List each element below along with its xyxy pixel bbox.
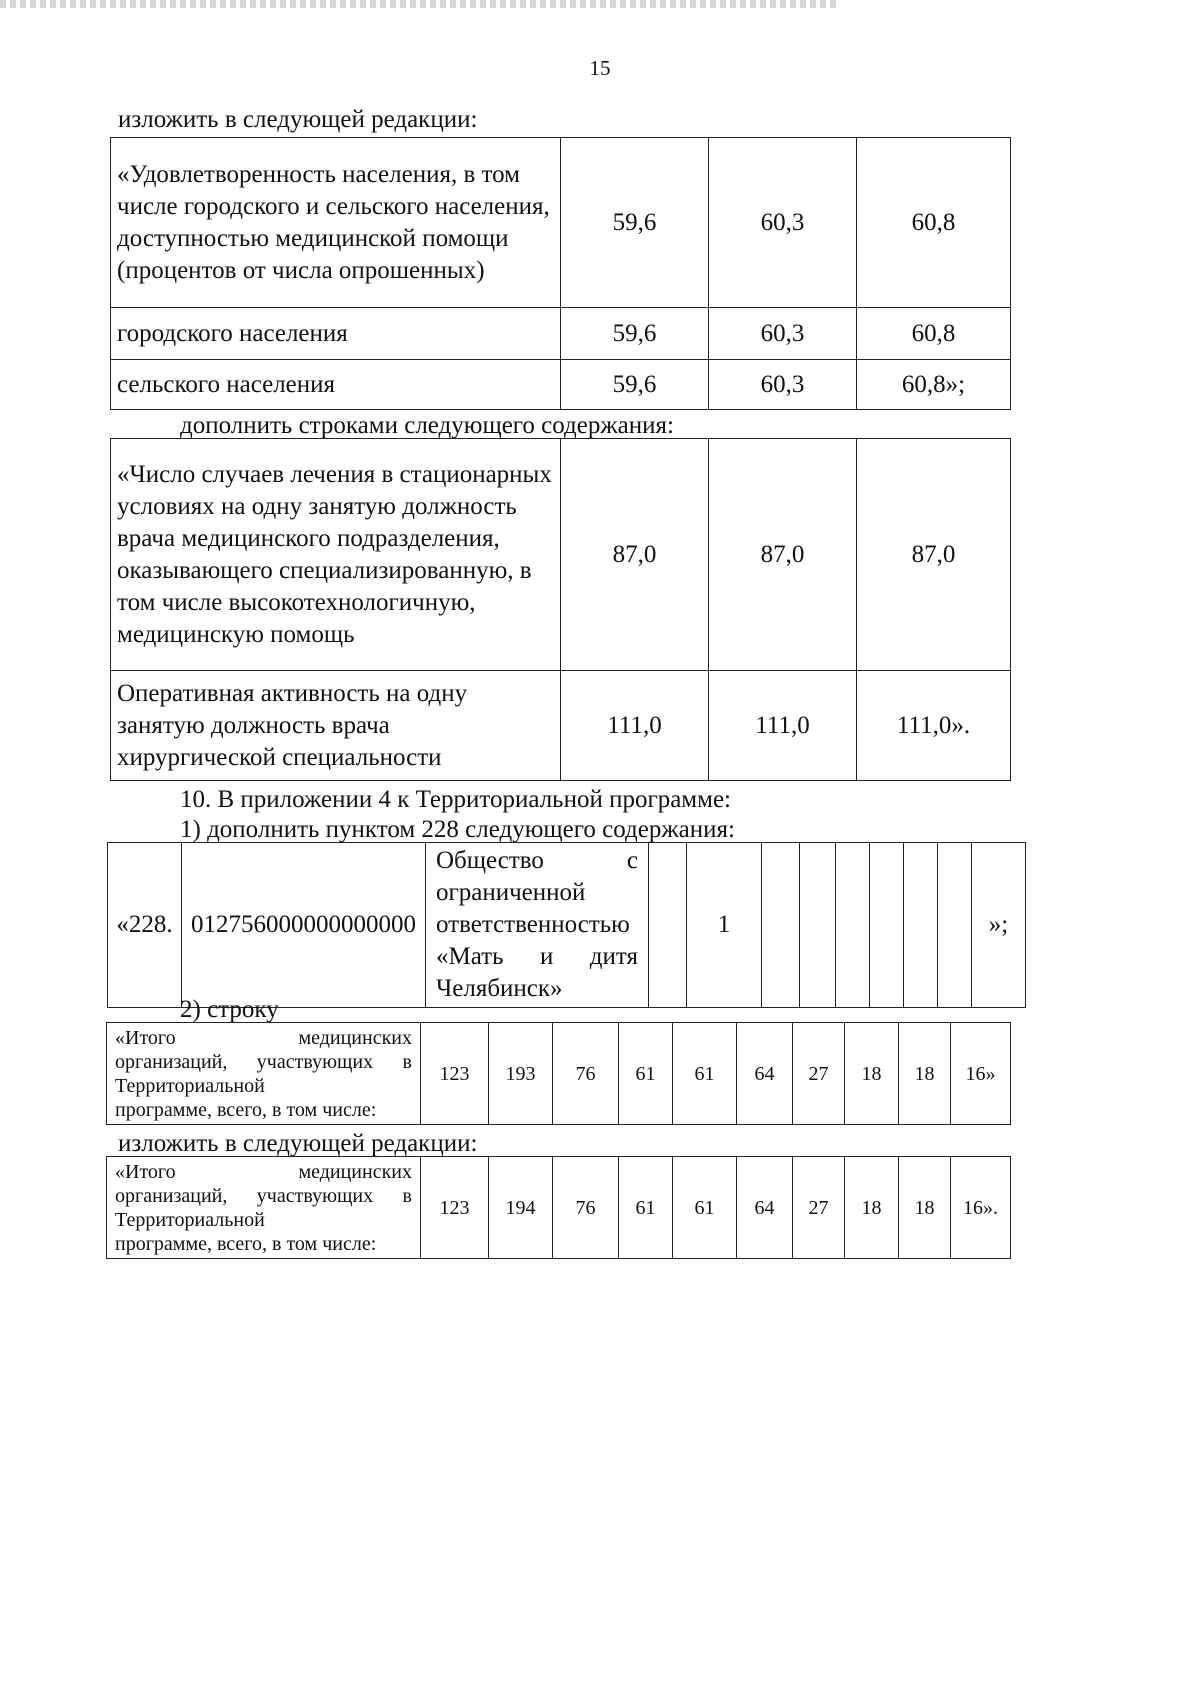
intro-text-3: изложить в следующей редакции: — [118, 1130, 478, 1157]
value-cell: 60,3 — [709, 138, 857, 308]
indicator-table-2 — [110, 438, 1011, 781]
table-row — [111, 360, 1011, 410]
value-cell: 76 — [553, 1023, 619, 1125]
row-label: «Удовлетворенность населения, в том числе городского и сельского населения, доступностью медицинской помощи (процентов от числа опрошенных) — [111, 138, 561, 308]
value-cell: 87,0 — [857, 439, 1011, 671]
value-cell: 61 — [619, 1157, 673, 1259]
table-row — [107, 1023, 1011, 1125]
value-cell: 60,3 — [709, 360, 857, 410]
value-cell: 59,6 — [561, 138, 709, 308]
row-label-line: программе, всего, в том числе: — [115, 1098, 377, 1121]
table-row — [108, 843, 1026, 1008]
value-cell: 61 — [673, 1157, 737, 1259]
row-label: сельского населения — [111, 360, 561, 410]
paragraph-2: 2) строку — [180, 996, 279, 1023]
value-cell: 18 — [845, 1157, 899, 1259]
intro-text-2: дополнить строками следующего содержания: — [180, 412, 674, 439]
row-label-line: организаций, участвующих в — [115, 1050, 412, 1073]
table-row — [111, 671, 1011, 781]
value-cell: 16» — [951, 1023, 1011, 1125]
empty-cell — [870, 843, 904, 1008]
value-cell: 18 — [899, 1023, 951, 1125]
empty-cell — [649, 843, 687, 1008]
row-label-line: «Итого медицинских — [115, 1026, 412, 1049]
value-cell: 111,0». — [857, 671, 1011, 781]
empty-cell — [836, 843, 870, 1008]
value-cell: 87,0 — [709, 439, 857, 671]
row-label-line: программе, всего, в том числе: — [115, 1232, 377, 1255]
org-name-line: Челябинск» — [436, 975, 563, 1002]
row-label: Оперативная активность на одну занятую должность врача хирургической специальности — [111, 671, 561, 781]
row-label — [107, 1157, 421, 1259]
total-row-new — [106, 1156, 1011, 1259]
row-label-line: Территориальной — [115, 1074, 265, 1097]
row-end: »; — [972, 843, 1026, 1008]
row-label: «Число случаев лечения в стационарных условиях на одну занятую должность врача медицинского подразделения, оказывающего специализированную, в том числе высокотехнологичную, медицинскую помощь — [111, 439, 561, 671]
value-cell: 87,0 — [561, 439, 709, 671]
table-row — [111, 439, 1011, 671]
value-cell: 123 — [421, 1023, 489, 1125]
value-cell: 111,0 — [561, 671, 709, 781]
value-cell: 18 — [899, 1157, 951, 1259]
value-cell: 1 — [687, 843, 762, 1008]
row-label-line: Территориальной — [115, 1208, 265, 1231]
value-cell: 60,3 — [709, 308, 857, 360]
org-name-line: Общество с — [436, 847, 638, 874]
value-cell: 61 — [673, 1023, 737, 1125]
org-name-line: ответственностью — [436, 911, 630, 938]
table-row — [107, 1157, 1011, 1259]
table-row — [111, 308, 1011, 360]
empty-cell — [800, 843, 836, 1008]
paragraph-10-1: 1) дополнить пунктом 228 следующего содержания: — [180, 816, 735, 843]
value-cell: 193 — [489, 1023, 553, 1125]
empty-cell — [762, 843, 800, 1008]
table-row — [111, 138, 1011, 308]
value-cell: 64 — [737, 1023, 793, 1125]
total-row-old — [106, 1022, 1011, 1125]
indicator-table-1 — [110, 137, 1011, 410]
value-cell: 27 — [793, 1157, 845, 1259]
org-name-line: ограниченной — [436, 879, 586, 906]
paragraph-10: 10. В приложении 4 к Территориальной программе: — [180, 786, 731, 813]
value-cell: 60,8 — [857, 138, 1011, 308]
value-cell: 59,6 — [561, 308, 709, 360]
value-cell: 61 — [619, 1023, 673, 1125]
value-cell: 194 — [489, 1157, 553, 1259]
intro-text-1: изложить в следующей редакции: — [118, 106, 478, 133]
value-cell: 60,8 — [857, 308, 1011, 360]
value-cell: 60,8»; — [857, 360, 1011, 410]
value-cell: 16». — [951, 1157, 1011, 1259]
value-cell: 27 — [793, 1023, 845, 1125]
value-cell: 18 — [845, 1023, 899, 1125]
value-cell: 76 — [553, 1157, 619, 1259]
org-name-line: «Мать и дитя — [436, 943, 638, 970]
page-number: 15 — [589, 56, 611, 80]
item-number: «228. — [108, 843, 182, 1008]
row-label-line: организаций, участвующих в — [115, 1184, 412, 1207]
empty-cell — [938, 843, 972, 1008]
org-name — [426, 843, 649, 1008]
row-label — [107, 1023, 421, 1125]
empty-cell — [904, 843, 938, 1008]
value-cell: 123 — [421, 1157, 489, 1259]
value-cell: 111,0 — [709, 671, 857, 781]
scan-noise — [0, 0, 840, 8]
row-label-line: «Итого медицинских — [115, 1160, 412, 1183]
value-cell: 64 — [737, 1157, 793, 1259]
value-cell: 59,6 — [561, 360, 709, 410]
organization-table — [107, 842, 1026, 1008]
org-code: 012756000000000000 — [182, 843, 426, 1008]
row-label: городского населения — [111, 308, 561, 360]
